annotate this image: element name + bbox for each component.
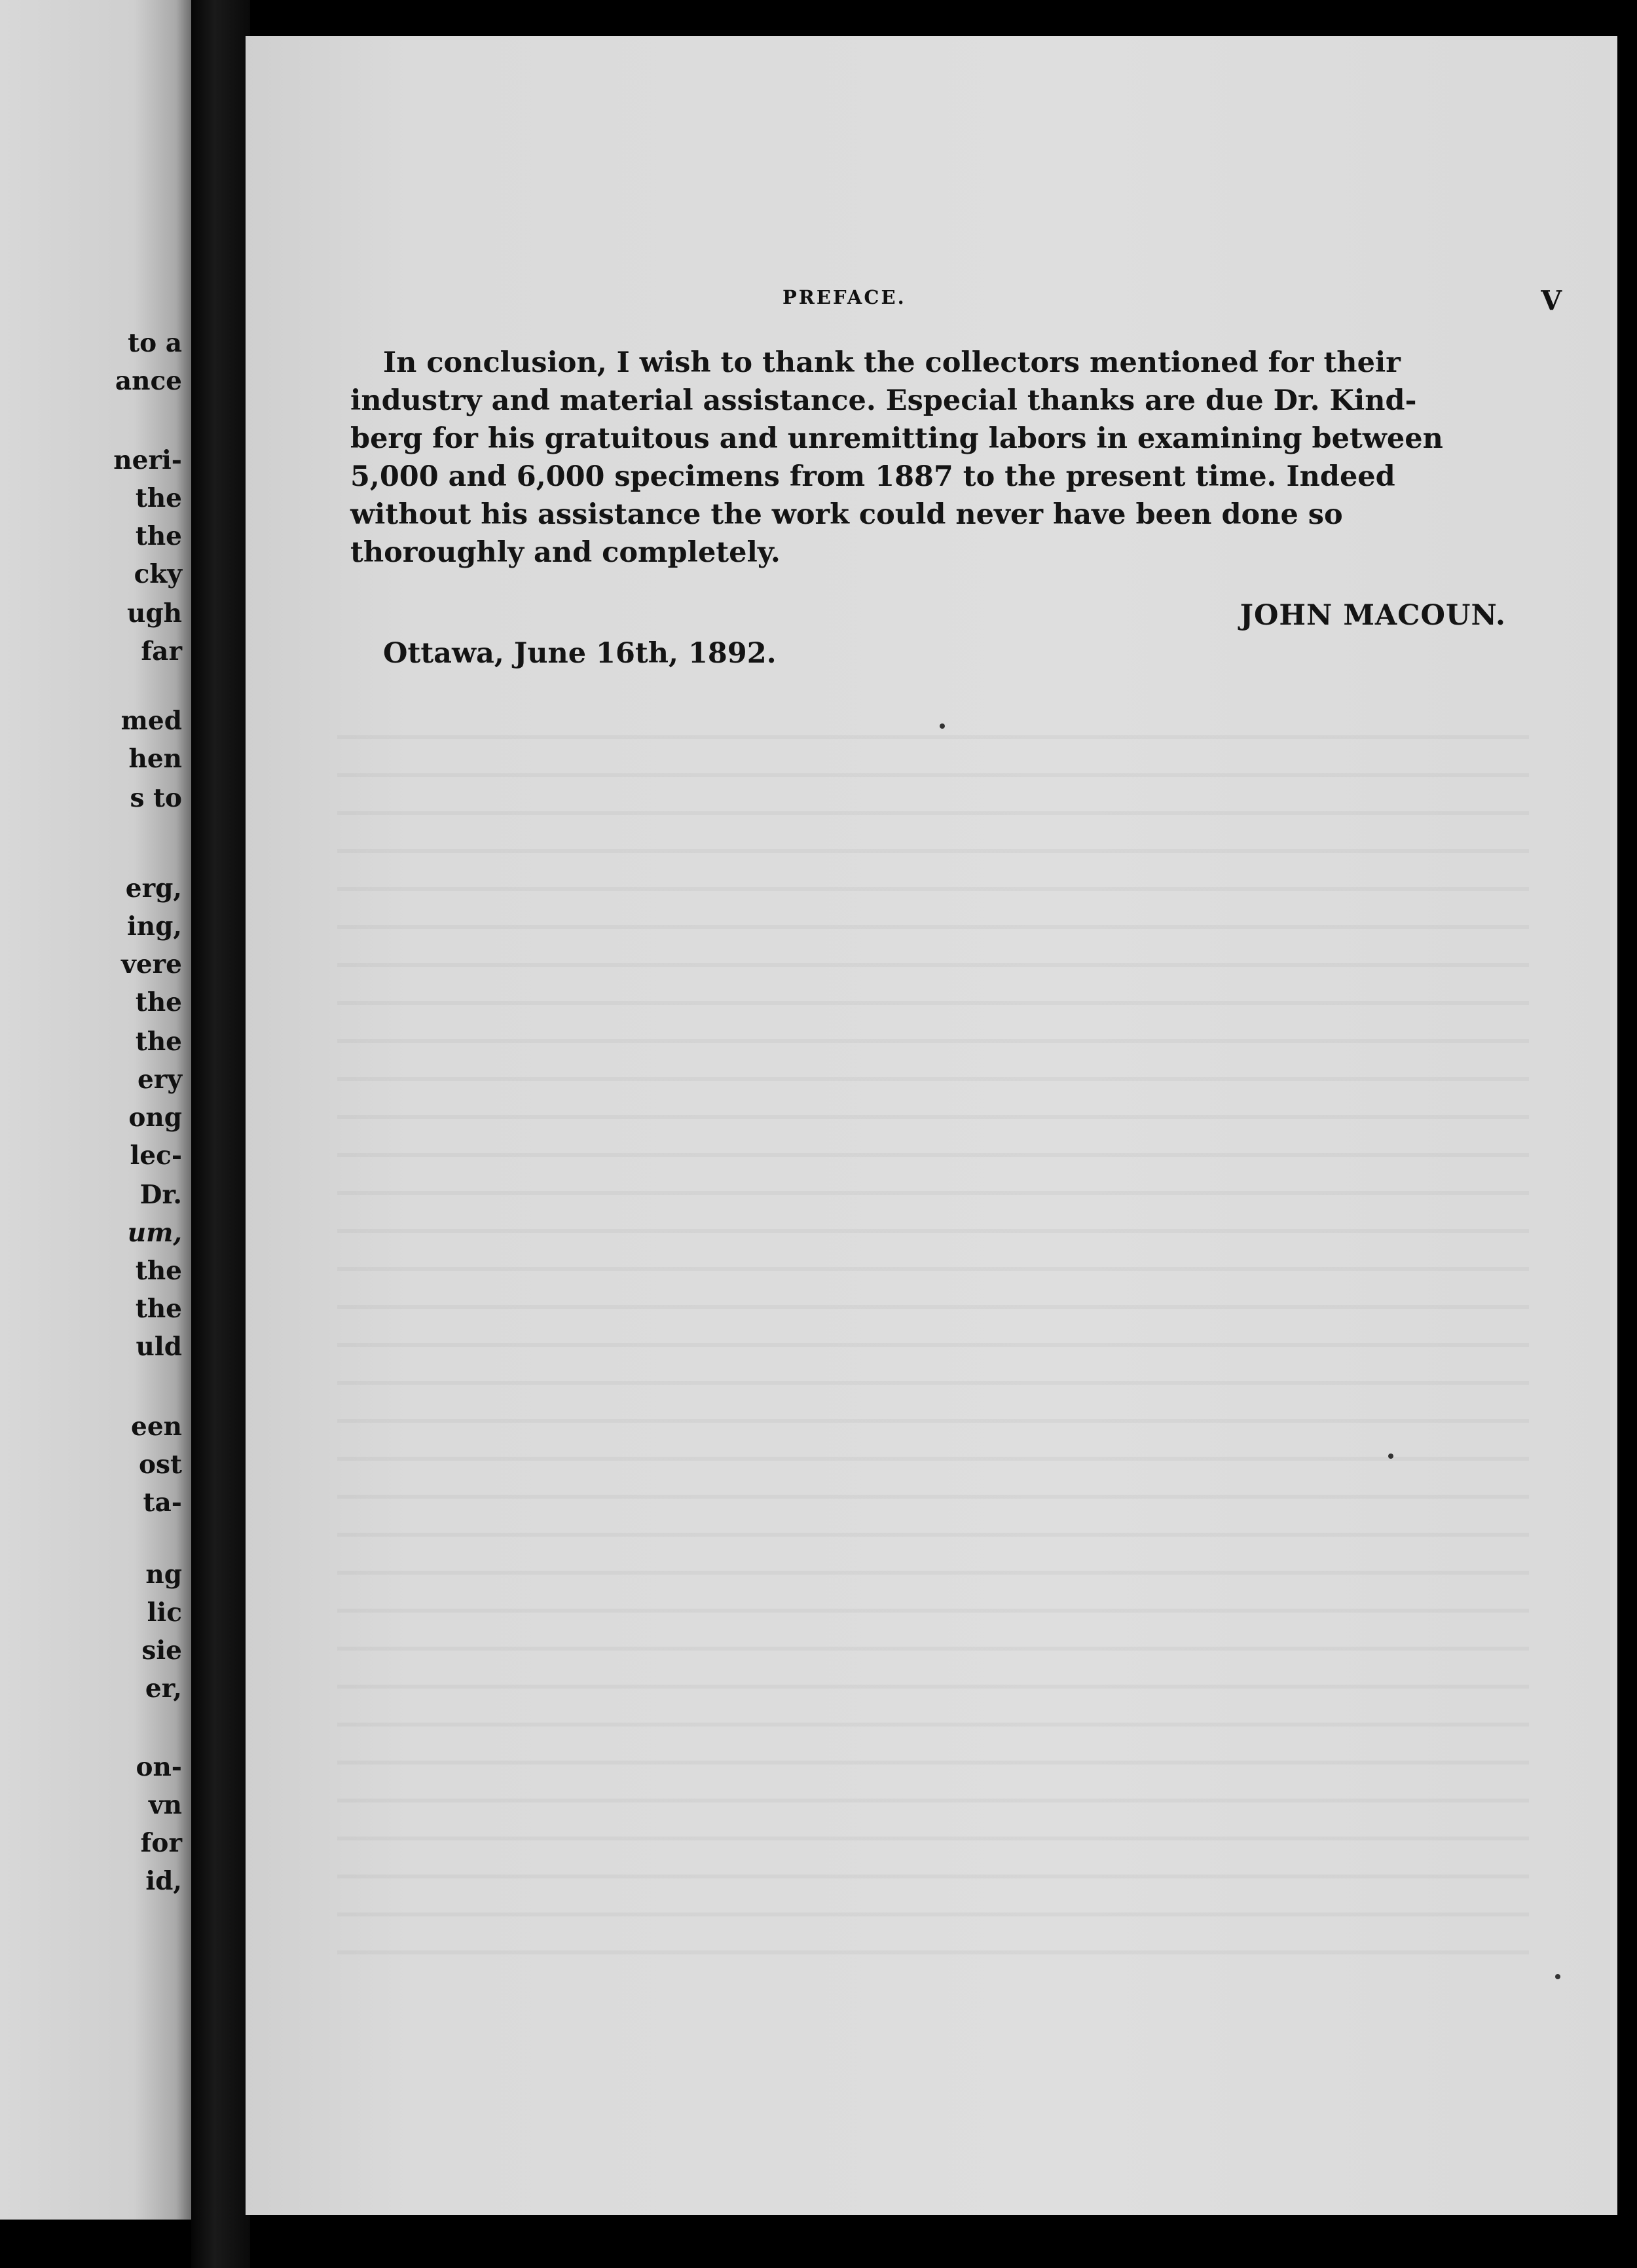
facing-page-fragment: ugh [127,598,182,629]
facing-page-fragment: ong [128,1103,182,1133]
ink-speck [1388,1454,1393,1459]
facing-page-fragment: ng [145,1560,182,1590]
running-head: PREFACE. [782,286,906,308]
facing-page-fragment: id, [145,1866,182,1896]
facing-page-fragment: far [141,636,182,667]
facing-page-fragment: er, [145,1674,182,1704]
facing-page-fragment: um, [127,1218,182,1248]
paragraph-line: 5,000 and 6,000 specimens from 1887 to the present time. Indeed [350,460,1395,493]
facing-page-fragment: to a [128,328,182,358]
facing-page-fragment: erg, [125,873,182,904]
facing-page-fragment: for [140,1828,182,1858]
ink-speck [1555,1974,1560,1979]
facing-page-fragment: on- [136,1752,182,1782]
paragraph-line: thoroughly and completely. [350,536,781,569]
facing-page-fragment: vere [121,949,182,979]
facing-page-fragment: uld [136,1332,182,1362]
paragraph-line: In conclusion, I wish to thank the collectors mentioned for their [383,346,1401,379]
bleed-through-texture [337,717,1529,1961]
facing-page-fragment: ery [137,1065,182,1095]
facing-page-edge [0,0,191,2220]
book-gutter-shadow [191,0,250,2268]
facing-page-fragment: the [135,521,182,551]
facing-page-fragment: een [131,1412,182,1442]
facing-page-fragment: lec- [130,1141,182,1171]
facing-page-fragment: vn [148,1790,182,1820]
facing-page-fragment: neri- [113,445,182,475]
facing-page-fragment: the [135,1294,182,1324]
ink-speck [940,723,945,729]
facing-page-fragment: Dr. [139,1180,182,1210]
facing-page-fragment: the [135,987,182,1017]
paragraph-line: industry and material assistance. Especial thanks are due Dr. Kind- [350,384,1417,417]
facing-page-fragment: ost [139,1450,182,1480]
facing-page-fragment: cky [134,559,182,589]
author-signature: JOHN MACOUN. [1240,599,1506,632]
facing-page-fragment: ta- [143,1488,182,1518]
facing-page-fragment: the [135,1027,182,1057]
facing-page-fragment: s to [130,783,182,813]
facing-page-fragment: lic [147,1598,182,1628]
paragraph-line: berg for his gratuitous and unremitting labors in examining between [350,422,1443,455]
preface-paragraph [350,344,1443,572]
facing-page-fragment: ing, [126,911,182,942]
facing-page-fragment: sie [141,1636,182,1666]
facing-page-fragment: the [135,483,182,513]
book-page [246,36,1617,2215]
facing-page-fragment: med [120,706,182,736]
facing-page-fragment: hen [128,744,182,774]
paragraph-line: without his assistance the work could never have been done so [350,498,1343,531]
page-number: V [1541,285,1562,316]
place-and-date: Ottawa, June 16th, 1892. [383,637,777,670]
facing-page-fragment: the [135,1256,182,1286]
facing-page-fragment: ance [115,366,182,396]
